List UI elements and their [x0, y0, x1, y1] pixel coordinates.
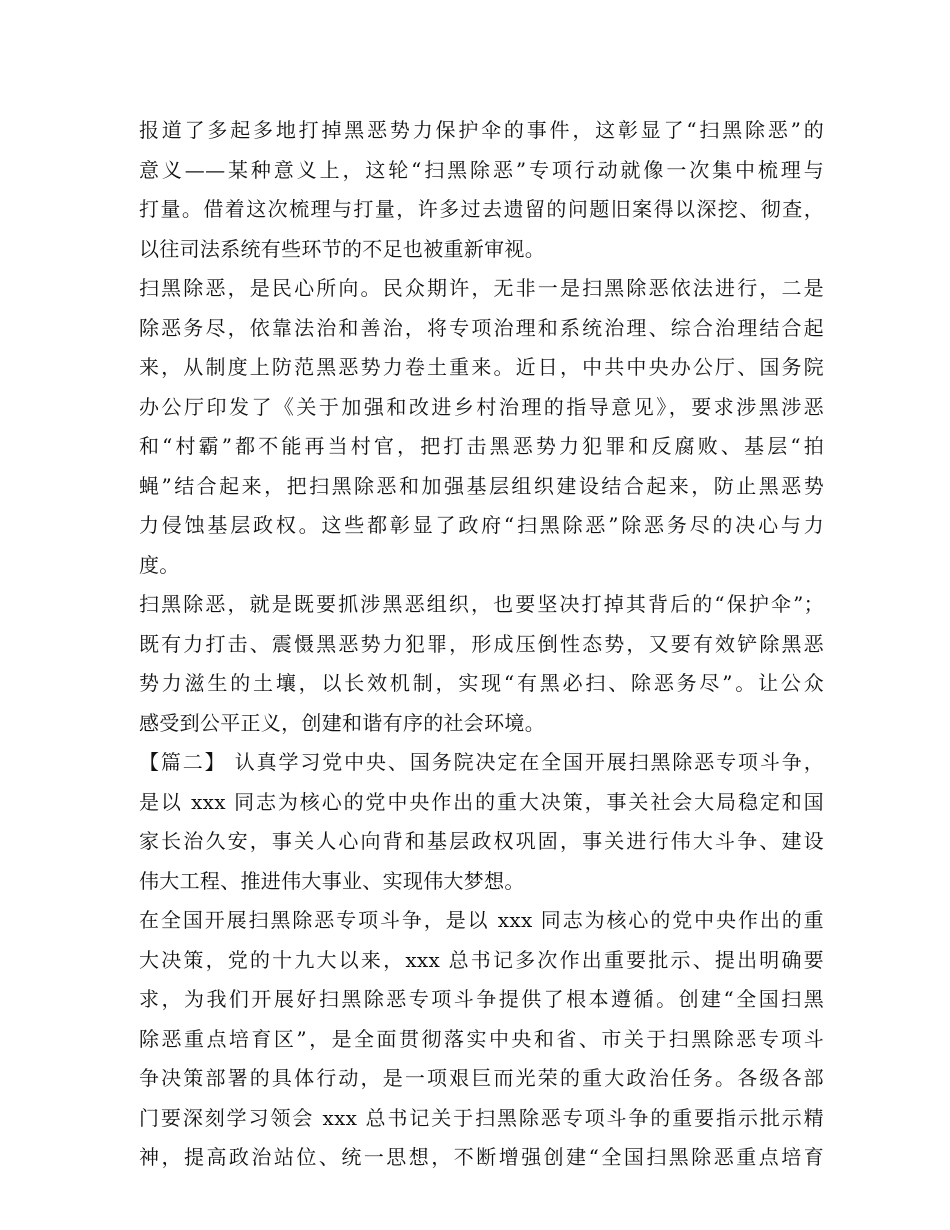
text-line: 报道了多起多地打掉黑恶势力保护伞的事件，这彰显了“扫黑除恶”的	[139, 118, 824, 142]
text-line: 度。	[139, 552, 180, 577]
text-line: 扫黑除恶，是民心所向。民众期许，无非一是扫黑除恶依法进行，二是	[139, 276, 824, 300]
text-line: 来，从制度上防范黑恶势力卷土重来。近日，中共中央办公厅、国务院	[139, 355, 824, 379]
section-heading-line: 【篇二】 认真学习党中央、国务院决定在全国开展扫黑除恶专项斗争，	[139, 750, 824, 774]
text-line: 门要深刻学习领会 xxx 总书记关于扫黑除恶专项斗争的重要指示批示精	[139, 1105, 824, 1130]
text-line: 神，提高政治站位、统一思想，不断增强创建“全国扫黑除恶重点培育	[139, 1145, 824, 1169]
text-line: 家长治久安，事关人心向背和基层政权巩固，事关进行伟大斗争、建设	[139, 829, 824, 853]
text-line: 伟大工程、推进伟大事业、实现伟大梦想。	[139, 868, 525, 893]
text-line: 大决策，党的十九大以来，xxx 总书记多次作出重要批示、提出明确要	[139, 947, 824, 972]
text-line: 争决策部署的具体行动，是一项艰巨而光荣的重大政治任务。各级各部	[139, 1066, 824, 1090]
text-line: 除恶重点培育区”，是全面贯彻落实中央和省、市关于扫黑除恶专项斗	[139, 1026, 824, 1051]
text-line: 感受到公平正义，创建和谐有序的社会环境。	[139, 710, 545, 735]
text-line: 既有力打击、震慑黑恶势力犯罪，形成压倒性态势，又要有效铲除黑恶	[139, 631, 824, 656]
text-line: 以往司法系统有些环节的不足也被重新审视。	[139, 236, 545, 261]
text-line: 意义——某种意义上，这轮“扫黑除恶”专项行动就像一次集中梳理与	[139, 157, 824, 182]
text-line: 除恶务尽，依靠法治和善治，将专项治理和系统治理、综合治理结合起	[139, 315, 824, 340]
text-line: 打量。借着这次梳理与打量，许多过去遗留的问题旧案得以深挖、彻查，	[139, 197, 824, 221]
document-body	[139, 111, 824, 1178]
text-line: 在全国开展扫黑除恶专项斗争，是以 xxx 同志为核心的党中央作出的重	[139, 908, 824, 932]
text-line: 势力滋生的土壤，以长效机制，实现“有黑必扫、除恶务尽”。让公众	[139, 671, 824, 695]
text-line: 是以 xxx 同志为核心的党中央作出的重大决策，事关社会大局稳定和国	[139, 789, 824, 814]
text-line: 求，为我们开展好扫黑除恶专项斗争提供了根本遵循。创建“全国扫黑	[139, 987, 824, 1011]
text-line: 蝇”结合起来，把扫黑除恶和加强基层组织建设结合起来，防止黑恶势	[139, 473, 824, 498]
text-line: 办公厅印发了《关于加强和改进乡村治理的指导意见》，要求涉黑涉恶	[139, 394, 824, 419]
text-line: 力侵蚀基层政权。这些都彰显了政府“扫黑除恶”除恶务尽的决心与力	[139, 513, 824, 537]
text-line: 扫黑除恶，就是既要抓涉黑恶组织，也要坚决打掉其背后的“保护伞”；	[139, 592, 824, 616]
text-line: 和“村霸”都不能再当村官，把打击黑恶势力犯罪和反腐败、基层“拍	[139, 434, 824, 458]
